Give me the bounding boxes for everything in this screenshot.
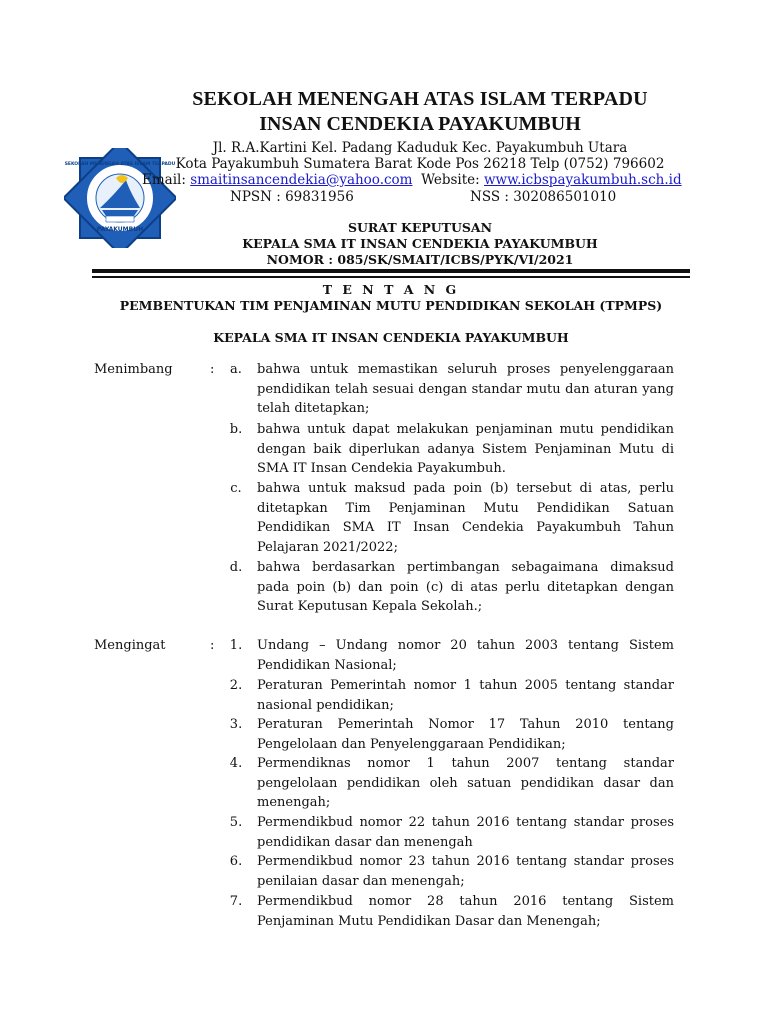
school-name-line-1: SEKOLAH MENENGAH ATAS ISLAM TERPADU — [192, 88, 648, 110]
menimbang-marker: d. — [229, 560, 243, 575]
mengingat-item: Permendikbud nomor 28 tahun 2016 tentang Sistem Penjaminan Mutu Pendidikan Dasar dan Menengah; — [257, 894, 674, 929]
address-line-2: Kota Payakumbuh Sumatera Barat Kode Pos 26218 Telp (0752) 796602 — [175, 156, 665, 172]
mengingat-marker: 4. — [229, 756, 243, 771]
decree-subject: PEMBENTUKAN TIM PENJAMINAN MUTU PENDIDIKAN SEKOLAH (TPMPS) — [119, 298, 663, 313]
mengingat-item: Permendiknas nomor 1 tahun 2007 tentang standar pengelolaan pendidikan oleh satuan pendidikan dasar dan menengah; — [257, 756, 674, 810]
menimbang-item: bahwa untuk maksud pada poin (b) tersebut di atas, perlu ditetapkan Tim Penjaminan Mutu Pendidikan Satuan Pendidikan SMA IT Insan Cendekia Payakumbuh Tahun Pelajaran 2021/2022; — [257, 481, 674, 555]
menimbang-marker: b. — [229, 422, 243, 437]
menimbang-item: bahwa berdasarkan pertimbangan sebagaimana dimaksud pada poin (b) dan poin (c) di atas perlu ditetapkan dengan Surat Keputusan Kepala Sekolah.; — [257, 560, 674, 614]
header-rule-thick — [92, 269, 690, 273]
mengingat-marker: 1. — [229, 638, 243, 653]
website-link[interactable]: www.icbspayakumbuh.sch.id — [484, 172, 682, 188]
decree-number: NOMOR : 085/SK/SMAIT/ICBS/PYK/VI/2021 — [266, 252, 574, 267]
email-label: Email: — [142, 172, 186, 188]
menimbang-label: Menimbang — [94, 362, 173, 377]
logo-text-top: SEKOLAH MENENGAH ATAS ISLAM TERPADU — [64, 162, 176, 167]
mengingat-marker: 2. — [229, 678, 243, 693]
mengingat-item: Peraturan Pemerintah nomor 1 tahun 2005 tentang standar nasional pendidikan; — [257, 678, 674, 713]
email-link[interactable]: smaitinsancendekia@yahoo.com — [190, 172, 413, 188]
menimbang-item: bahwa untuk dapat melakukan penjaminan mutu pendidikan dengan baik diperlukan adanya Sistem Penjaminan Mutu di SMA IT Insan Cendekia Payakumbuh. — [257, 422, 674, 476]
mengingat-item: Permendikbud nomor 23 tahun 2016 tentang standar proses penilaian dasar dan menengah; — [257, 854, 674, 889]
npsn: NPSN : 69831956 — [230, 189, 354, 205]
menimbang-marker: a. — [230, 362, 242, 377]
address-line-1: Jl. R.A.Kartini Kel. Padang Kaduduk Kec. Payakumbuh Utara — [212, 140, 628, 156]
contact-line — [142, 172, 682, 188]
mengingat-item: Permendikbud nomor 22 tahun 2016 tentang standar proses pendidikan dasar dan menengah — [257, 815, 674, 850]
mengingat-marker: 6. — [229, 854, 243, 869]
logo-text-bottom: PAYAKUMBUH — [96, 226, 144, 233]
mengingat-marker: 5. — [229, 815, 243, 830]
mengingat-colon: : — [210, 638, 215, 653]
school-name-line-2: INSAN CENDEKIA PAYAKUMBUH — [259, 113, 581, 135]
signatory-heading: KEPALA SMA IT INSAN CENDEKIA PAYAKUMBUH — [213, 330, 569, 345]
mengingat-item: Undang – Undang nomor 20 tahun 2003 tentang Sistem Pendidikan Nasional; — [257, 638, 674, 673]
mengingat-marker: 7. — [229, 894, 243, 909]
header-rule-thin — [92, 276, 690, 278]
mengingat-item: Peraturan Pemerintah Nomor 17 Tahun 2010 tentang Pengelolaan dan Penyelenggaraan Pendidikan; — [257, 717, 674, 752]
menimbang-marker: c. — [230, 481, 242, 496]
mengingat-label: Mengingat — [94, 638, 166, 653]
decree-issuer: KEPALA SMA IT INSAN CENDEKIA PAYAKUMBUH — [242, 236, 598, 251]
about-heading: T E N T A N G — [322, 282, 460, 297]
mengingat-marker: 3. — [229, 717, 243, 732]
decree-title: SURAT KEPUTUSAN — [347, 220, 493, 235]
menimbang-item: bahwa untuk memastikan seluruh proses penyelenggaraan pendidikan telah sesuai dengan standar mutu dan aturan yang telah ditetapkan; — [257, 362, 674, 416]
nss: NSS : 302086501010 — [470, 189, 617, 205]
website-label: Website: — [421, 172, 480, 188]
menimbang-colon: : — [210, 362, 215, 377]
